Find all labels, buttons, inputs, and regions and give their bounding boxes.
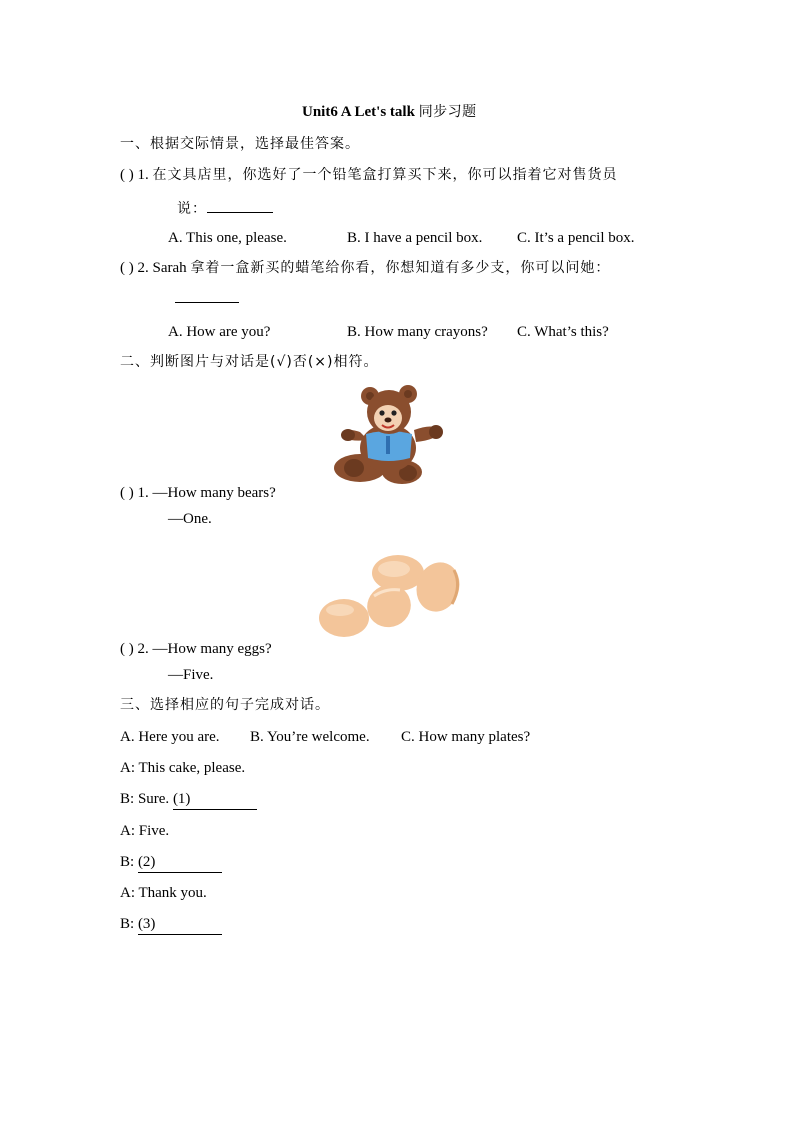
line-text: Five. — [138, 823, 170, 839]
s3-option-c: C. How many plates? — [401, 729, 531, 745]
q2-option-a: A. How are you? — [168, 324, 271, 340]
section1-q2 — [120, 258, 610, 278]
dialog-line-1 — [120, 758, 245, 778]
line-text: Sure. — [137, 791, 170, 807]
dialog-line-4 — [120, 852, 222, 873]
dialog-reply: —Five. — [168, 667, 214, 683]
title-en: Unit6 A Let's talk — [302, 104, 415, 120]
q2-option-b: B. How many crayons? — [347, 324, 488, 340]
answer-paren[interactable]: ( ) — [120, 641, 134, 657]
speaker: A: — [120, 885, 135, 901]
line-text: This cake, please. — [138, 760, 246, 776]
dialog-reply: —One. — [168, 511, 212, 527]
speaker: A: — [120, 823, 135, 839]
dialog-line-3 — [120, 821, 169, 841]
section2-q2 — [120, 639, 272, 659]
dialog-line: 2. —How many eggs? — [137, 641, 272, 657]
answer-blank-3[interactable]: (3) — [138, 914, 222, 935]
section3-heading: 三、选择相应的句子完成对话。 — [120, 697, 330, 713]
question-number: 2. Sarah — [137, 260, 187, 276]
section1-q2-blank — [175, 288, 239, 309]
question-text: 在文具店里，你选好了一个铅笔盒打算买下来，你可以指着它对售货员 — [152, 167, 618, 183]
dialog-line-5 — [120, 883, 207, 903]
q1-option-c: C. It’s a pencil box. — [517, 230, 635, 246]
q1-option-a: A. This one, please. — [168, 230, 287, 246]
answer-paren[interactable]: ( ) — [120, 260, 134, 276]
answer-blank-2[interactable]: (2) — [138, 852, 222, 873]
answer-paren[interactable]: ( ) — [120, 485, 134, 501]
speaker: B: — [120, 791, 135, 807]
speaker: B: — [120, 854, 135, 870]
q2-option-c: C. What’s this? — [517, 324, 609, 340]
section1-q1-cont — [177, 198, 273, 219]
section2-heading: 二、判断图片与对话是(√)否(×)相符。 — [120, 354, 379, 370]
page-title — [302, 102, 477, 122]
title-cn: 同步习题 — [418, 104, 477, 120]
question-number: 1. — [137, 167, 149, 183]
answer-blank[interactable] — [207, 198, 273, 213]
q1-option-b: B. I have a pencil box. — [347, 230, 483, 246]
eggs-icon — [316, 552, 464, 640]
section1-q1 — [120, 165, 618, 185]
s3-option-b: B. You’re welcome. — [250, 729, 370, 745]
dialog-line-2 — [120, 789, 257, 810]
answer-blank[interactable] — [175, 288, 239, 303]
answer-blank-1[interactable]: (1) — [173, 789, 257, 810]
dialog-line-6 — [120, 914, 222, 935]
dialog-line: 1. —How many bears? — [137, 485, 276, 501]
speaker: B: — [120, 916, 135, 932]
s3-option-a: A. Here you are. — [120, 729, 220, 745]
teddy-bear-icon — [330, 382, 448, 488]
section2-q1 — [120, 483, 276, 503]
answer-paren[interactable]: ( ) — [120, 167, 134, 183]
section1-heading: 一、根据交际情景，选择最佳答案。 — [120, 136, 360, 152]
speaker: A: — [120, 760, 135, 776]
question-text: 拿着一盒新买的蜡笔给你看，你想知道有多少支，你可以问她： — [190, 260, 611, 276]
line-text: Thank you. — [138, 885, 207, 901]
question-text-cont: 说： — [177, 201, 207, 217]
